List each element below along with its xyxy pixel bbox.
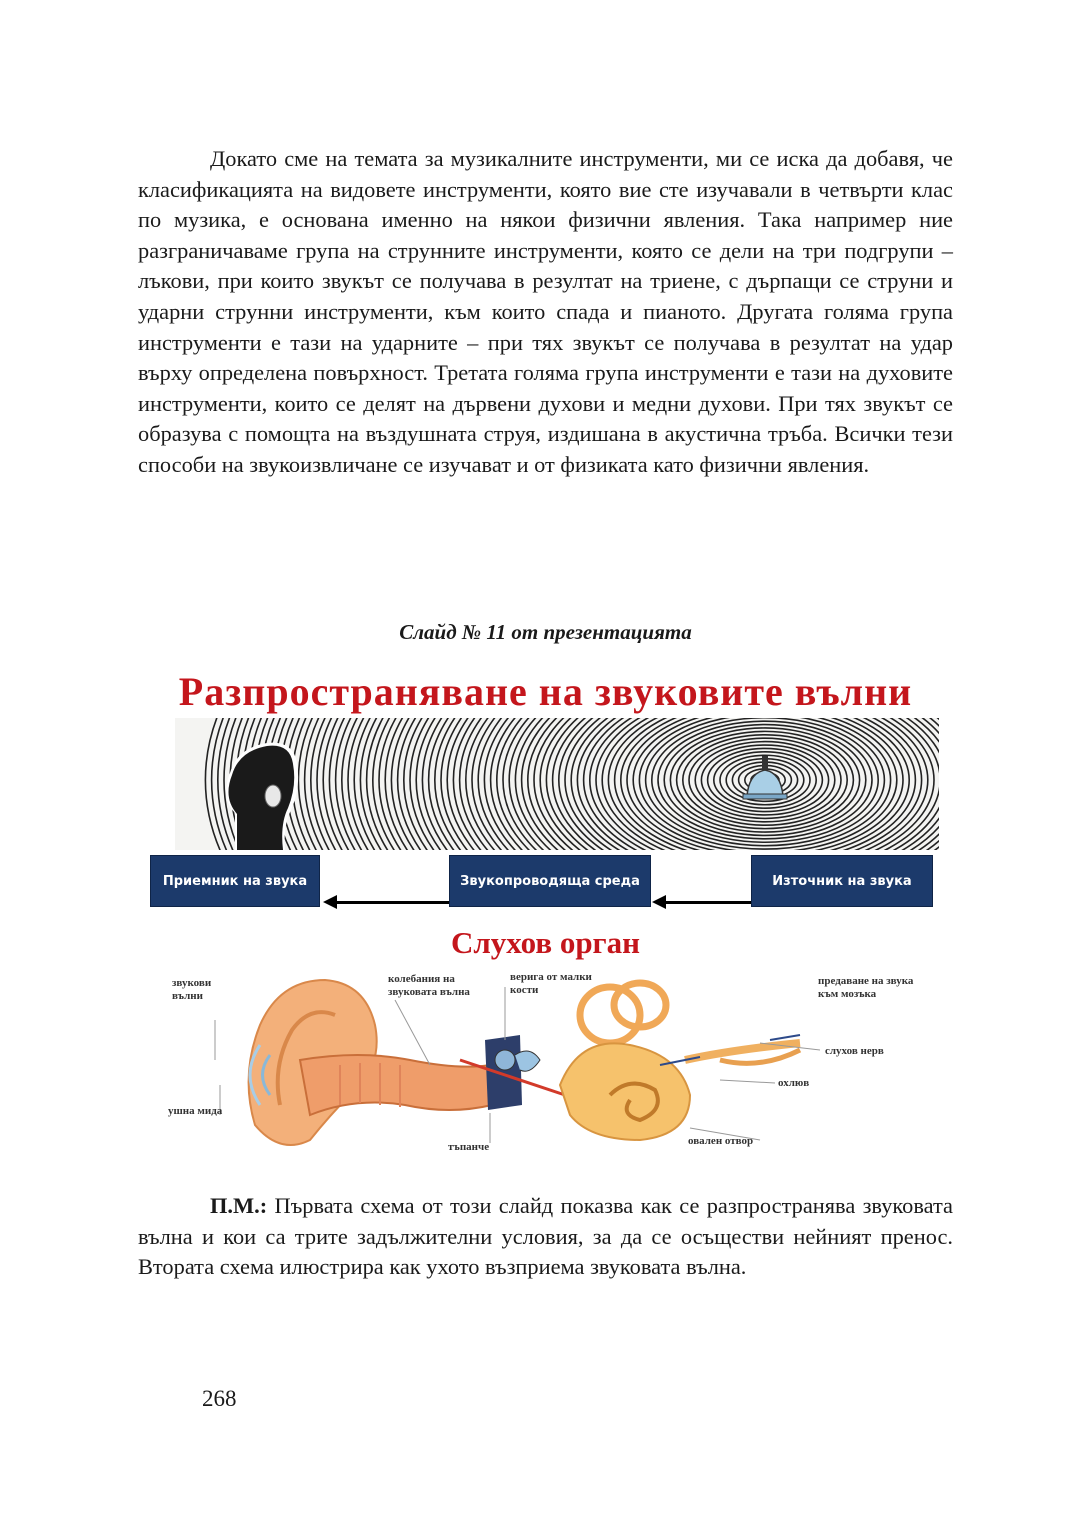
label-sound-medium: Звукопроводяща среда [449,855,651,907]
wave-rings-graphic [175,718,939,850]
arrow-head-left-1 [323,895,337,909]
ear-label-eardrum: тъпанче [448,1141,490,1153]
arrow-head-left-2 [652,895,666,909]
body-paragraph-2 [138,1191,953,1283]
body-paragraph-1: Докато сме на темата за музикалните инструменти, ми се иска да добавя, че класификацията на видовете инструменти, която вие сте изучавали в четвърти клас по музика, е основана именно на някои физични явления. Така например ние разграничаваме група на струнните инструменти, която се дели на три подгрупи – лъкови, при които звукът се получава в резултат на триене, с дърпащи се струни и ударни струнни инструменти, към които спада и пианото. Другата голяма група инструменти е тази на ударните – при тях звукът се получава в резултат на удар върху определена повърхност. Третата голяма група инструменти е тази на духовите инструменти, които се делят на дървени духови и медни духови. При тях звукът се образува с помощта на въздушната струя, издишана в акустична тръба. Всички тези способи на звукоизвличане се изучават и от физиката като физични явления. [138,146,953,477]
arrow-source-to-medium [663,901,751,904]
ear-label-cochlea: охлюв [778,1077,810,1089]
ear-label-ossicles: верига от малки кости [510,971,592,996]
paragraph-2-label: П.М.: [210,1193,268,1218]
ear-label-transmission: предаване на звука към мозъка [818,975,914,1000]
arrow-medium-to-receiver [333,901,449,904]
label-sound-source: Източник на звука [751,855,933,907]
slide-caption: Слайд № 11 от презентацията [399,620,692,644]
hearing-organ-title: Слухов орган [451,925,640,960]
ear-anatomy-illustration [160,965,940,1160]
ear-label-oval-window: овален отвор [688,1135,754,1147]
paragraph-2-text: Първата схема от този слайд показва как се разпространява звуковата вълна и кои са трите задължителни условия, за да се осъществи нейният пренос. Втората схема илюстрира как ухото възприема звуковата вълна. [138,1193,953,1280]
ear-label-auricle: ушна мида [168,1105,223,1117]
ear-label-oscillations: колебания на звуковата вълна [388,973,470,998]
slide-title: Разпространяване на звуковите вълни [178,669,913,714]
page-number: 268 [202,1386,237,1411]
sound-wave-illustration [175,718,939,850]
label-sound-receiver: Приемник на звука [150,855,320,907]
ear-label-sound-waves: звукови вълни [172,977,212,1002]
ear-label-auditory-nerve: слухов нерв [825,1045,884,1057]
